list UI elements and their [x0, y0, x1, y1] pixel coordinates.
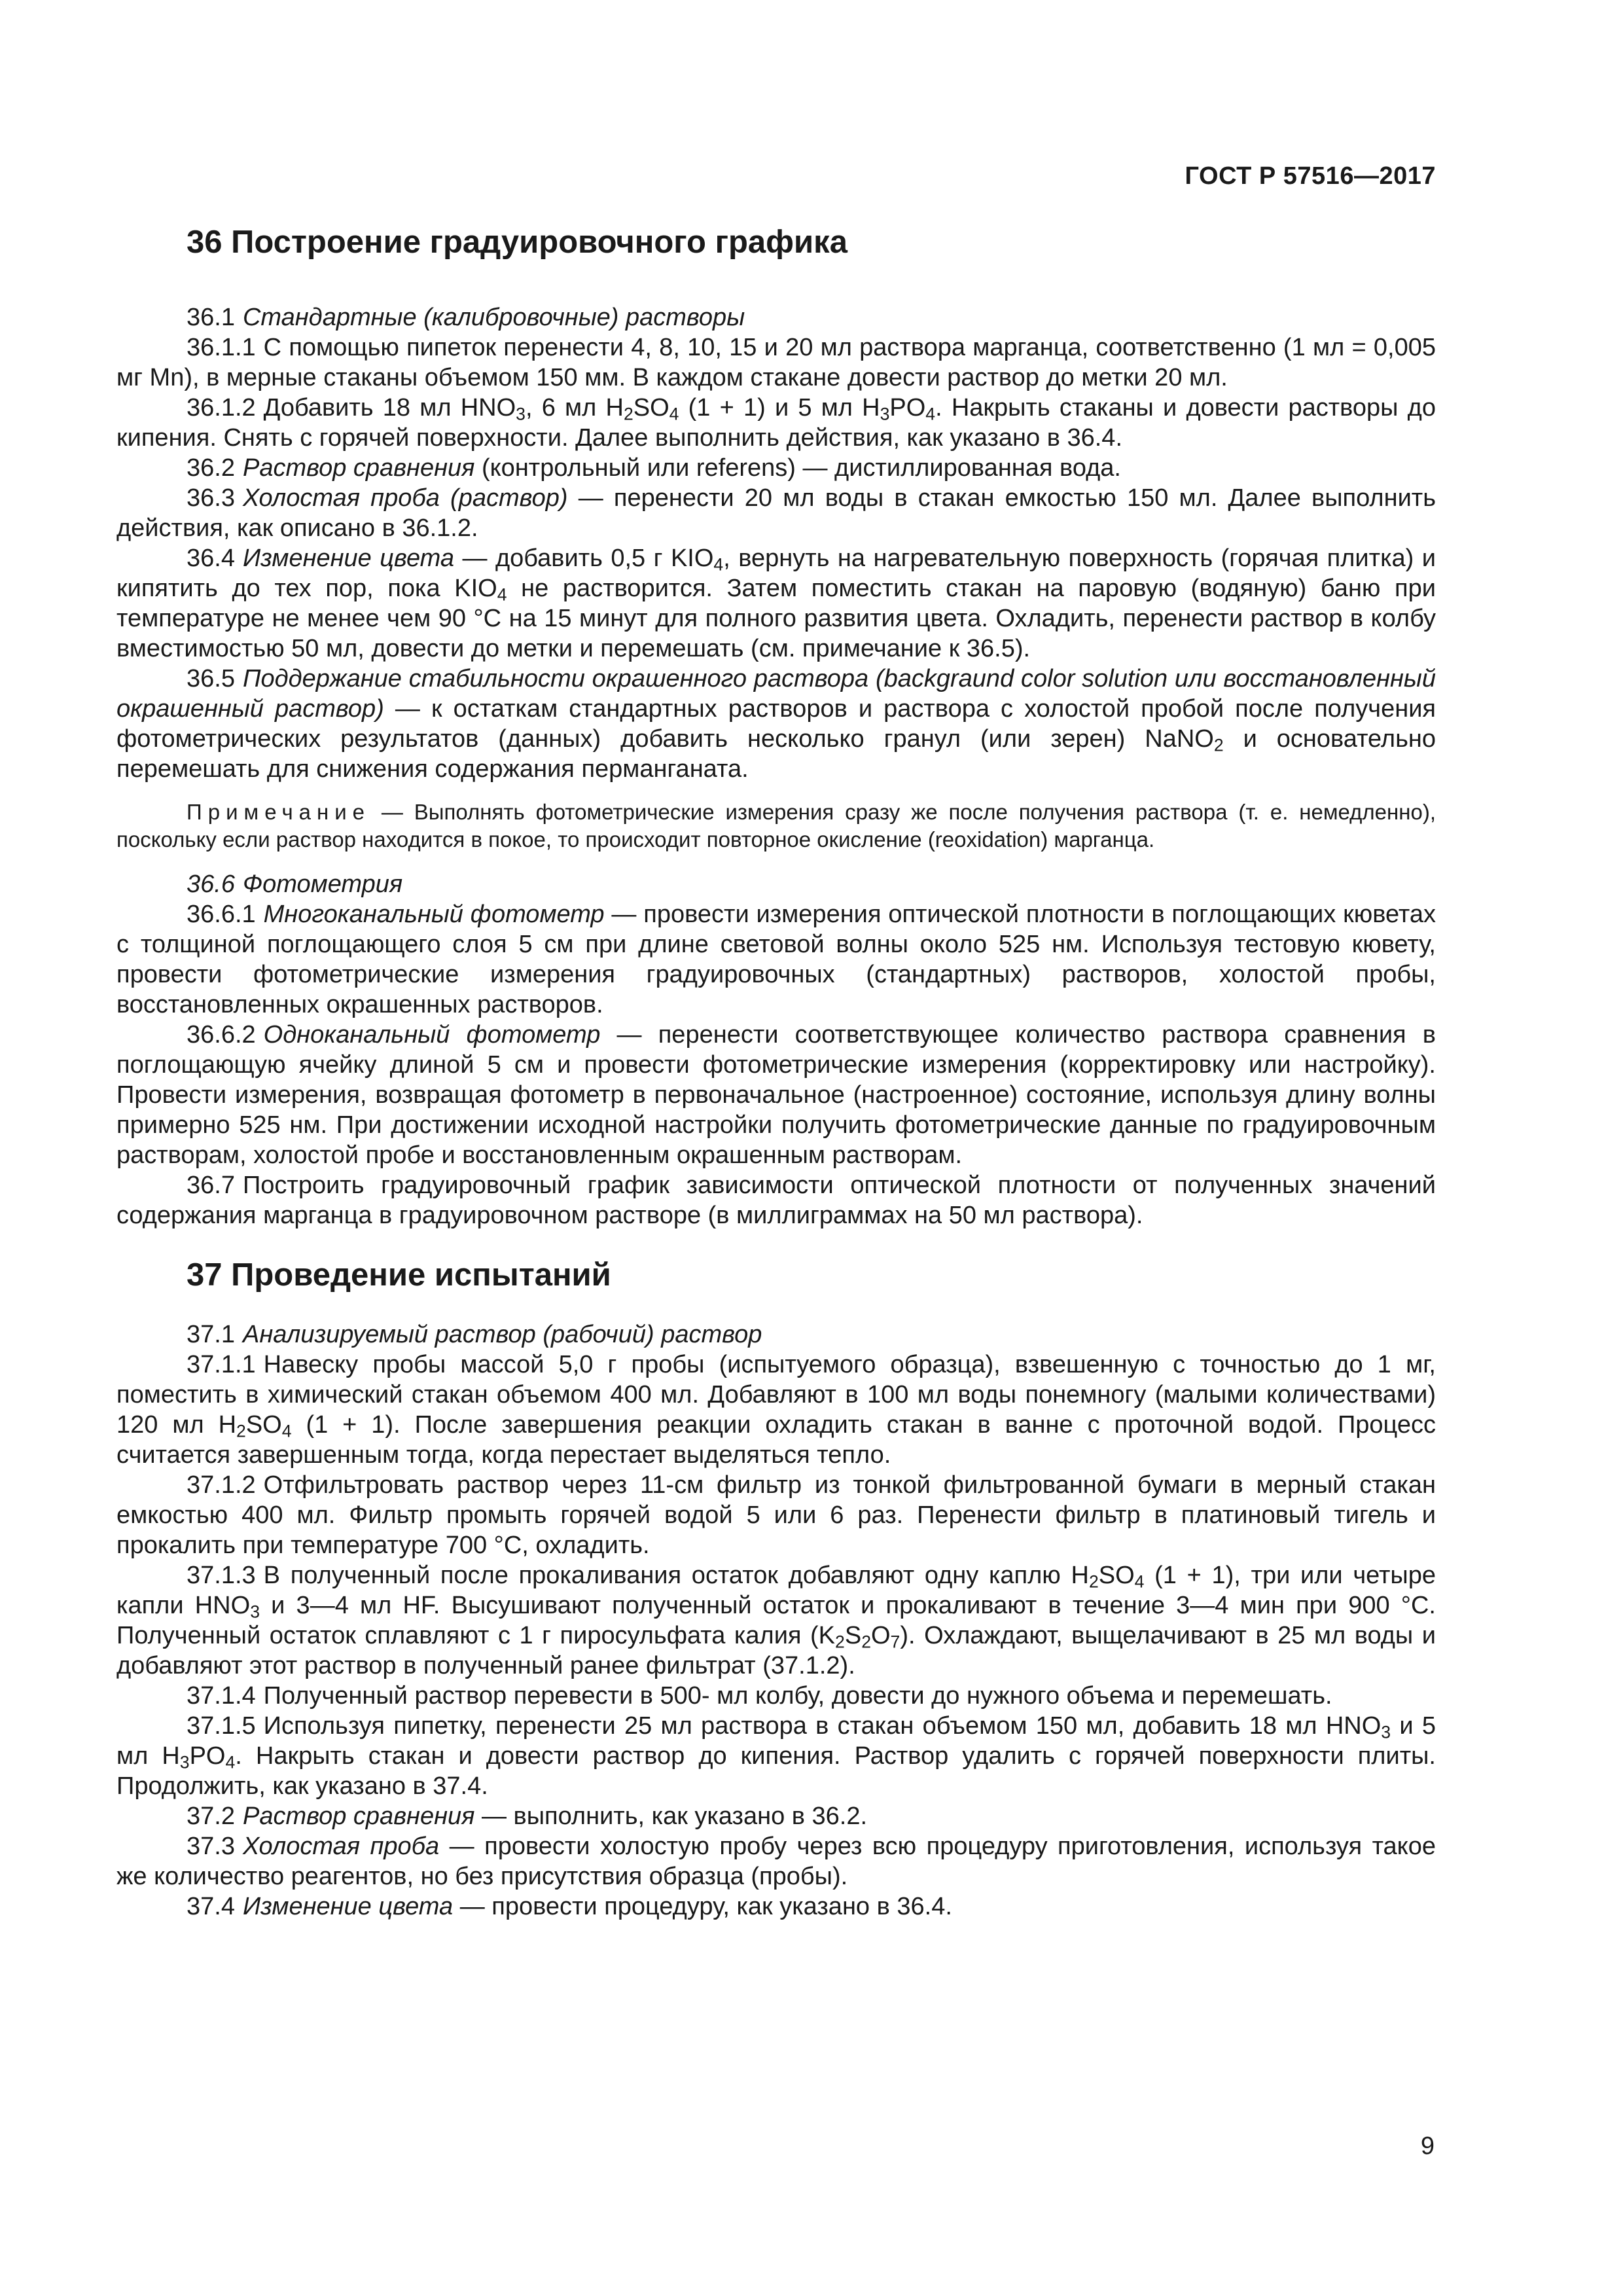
clause-number: 36.3: [187, 484, 235, 512]
clause-number: 37.2: [187, 1803, 235, 1830]
clause-number: 37.1.2: [187, 1471, 256, 1499]
subscript: 2: [1088, 1571, 1099, 1592]
page-content: [116, 223, 1436, 1922]
clause-text: (контрольный или referens) — дистиллированная вода.: [474, 454, 1121, 482]
subscript: 3: [880, 404, 890, 424]
clause-number: 37.1.3: [187, 1562, 256, 1589]
section-37-heading: [116, 1255, 1436, 1295]
clause-37-1-2: [116, 1470, 1436, 1560]
text-run: PO: [189, 1742, 226, 1770]
clause-text: — провести измерения оптической плотности в поглощающих кюветах с толщиной поглощающего слоя 5 см при длине световой волны около 525 нм. Используя тестовую кювету, провести фотометрические измерения градуировочных (стандартных) растворов, холостой пробы, восстановленных окрашенных растворов.: [116, 901, 1436, 1018]
subscript: 3: [516, 404, 526, 424]
clause-number: 36.6.2: [187, 1021, 256, 1049]
clause-number: 37.3: [187, 1833, 235, 1860]
clause-number: 37.1.5: [187, 1712, 256, 1740]
section-number: 36: [187, 224, 223, 260]
section-title: Проведение испытаний: [231, 1257, 611, 1293]
clause-number: 37.1.1: [187, 1351, 256, 1378]
text-run: и основательно перемешать для снижения содержания перманганата.: [116, 725, 1436, 783]
clause-36-3: [116, 483, 1436, 543]
clause-title: Изменение цвета: [242, 545, 455, 572]
clause-number: 36.4: [187, 545, 235, 572]
text-run: Добавить 18 мл HNO: [263, 394, 516, 422]
clause-title: Многоканальный фотометр: [263, 901, 605, 928]
clause-title: Поддержание стабильности окрашенного раствора (backgraund color solution или восстановленный окрашенный раствор): [116, 665, 1436, 723]
text-run: (1 + 1) и 5 мл H: [679, 394, 880, 422]
text-run: . Накрыть стаканы и довести растворы до кипения. Снять с горячей поверхности. Далее выполнить действия, как указано в 36.4.: [116, 394, 1436, 452]
clause-number: 36.7: [187, 1172, 235, 1199]
clause-title: Холостая проба (раствор): [242, 484, 568, 512]
clause-number: 37.1: [187, 1321, 235, 1348]
clause-title: Анализируемый раствор (рабочий) раствор: [242, 1321, 762, 1348]
clause-37-1-3: [116, 1560, 1436, 1681]
clause-36-1-2: [116, 393, 1436, 453]
clause-text: — перенести 20 мл воды в стакан емкостью 150 мл. Далее выполнить действия, как описано в 36.1.2.: [116, 484, 1436, 542]
clause-title: Изменение цвета: [242, 1893, 454, 1920]
clause-text: — выполнить, как указано в 36.2.: [474, 1803, 868, 1830]
text-run: O: [870, 1622, 891, 1649]
text-run: PO: [889, 394, 926, 422]
text-run: (1 + 1). После завершения реакции охладить стакан в ванне с проточной водой. Процесс считается завершенным тогда, когда перестает выделяться тепло.: [116, 1411, 1436, 1469]
clause-number: 36.6.1: [187, 901, 256, 928]
text-run: SO: [1098, 1562, 1135, 1589]
clause-number: 36.6: [187, 870, 235, 898]
clause-36-2: [116, 453, 1436, 483]
clause-36-1-1: [116, 332, 1436, 393]
clause-title: Раствор сравнения: [242, 1803, 475, 1830]
clause-title: Раствор сравнения: [242, 454, 475, 482]
clause-37-1-4: [116, 1681, 1436, 1711]
note-text: — Выполнять фотометрические измерения сразу же после получения раствора (т. е. немедленно), поскольку если раствор находится в покое, то происходит повторное окисление (reoxidation) марганца.: [116, 800, 1436, 852]
text-run: не растворится. Затем поместить стакан на паровую (водяную) баню при температуре не менее чем 90 °С на 15 минут для полного развития цвета. Охладить, перенести раствор в колбу вместимостью 50 мл, довести до метки и перемешать (см. примечание к 36.5).: [116, 575, 1436, 662]
text-run: — к остаткам стандартных растворов и раствора с холостой пробой после получения фотометрических результатов (данных) добавить несколько гранул (или зерен) NaNO: [116, 695, 1436, 753]
clause-number: 37.1.4: [187, 1682, 256, 1710]
text-run: , 6 мл H: [525, 394, 624, 422]
subscript: 2: [623, 404, 633, 424]
clause-36-6: [116, 869, 1436, 899]
clause-text: — провести холостую пробу через всю процедуру приготовления, используя такое же количество реагентов, но без присутствия образца (пробы).: [116, 1833, 1436, 1890]
clause-number: 36.1.2: [187, 394, 256, 422]
clause-37-4: [116, 1892, 1436, 1922]
text-run: Используя пипетку, перенести 25 мл раствора в стакан объемом 150 мл, добавить 18 мл HNO: [263, 1712, 1382, 1740]
subscript: 2: [1213, 735, 1224, 755]
text-run: Навеску пробы массой 5,0 г пробы (испытуемого образца), взвешенную с точностью до 1 мг, поместить в химический стакан объемом 400 мл. Добавляют в 100 мл воды понемногу (малыми количествами) 120 мл H: [116, 1351, 1436, 1439]
text-run: ). Охлаждают, выщелачивают в 25 мл воды и добавляют этот раствор в полученный ранее фильтрат (37.1.2).: [116, 1622, 1436, 1679]
text-run: S: [844, 1622, 862, 1649]
clause-number: 36.1.1: [187, 334, 256, 361]
text-run: и 5 мл H: [116, 1712, 1436, 1770]
text-run: — добавить 0,5 г KIO: [454, 545, 714, 572]
clause-text: Построить градуировочный график зависимости оптической плотности от полученных значений содержания марганца в градуировочном растворе (в миллиграммах на 50 мл раствора).: [116, 1172, 1436, 1229]
text-run: , вернуть на нагревательную поверхность (горячая плитка) и кипятить до тех пор, пока KIO: [116, 545, 1436, 602]
text-run: SO: [245, 1411, 282, 1439]
page-number: 9: [1420, 2132, 1435, 2160]
subscript: 3: [250, 1602, 260, 1622]
clause-37-1-5: [116, 1711, 1436, 1801]
clause-text: Отфильтровать раствор через 11-см фильтр из тонкой фильтрованной бумаги в мерный стакан емкостью 400 мл. Фильтр промыть горячей водой 5 или 6 раз. Перенести фильтр в платиновый тигель и прокалить при температуре 700 °С, охладить.: [116, 1471, 1436, 1559]
standard-designation: ГОСТ Р 57516—2017: [1185, 162, 1436, 190]
clause-36-4: [116, 543, 1436, 664]
subscript: 4: [713, 554, 724, 575]
subscript: 4: [669, 404, 679, 424]
clause-number: 36.2: [187, 454, 235, 482]
clause-number: 36.5: [187, 665, 235, 692]
clause-title: Стандартные (калибровочные) растворы: [242, 304, 745, 331]
clause-text: — перенести соответствующее количество раствора сравнения в поглощающую ячейку длиной 5 см и провести фотометрические измерения (корректировку или настройку). Провести измерения, возвращая фотометр в первоначальное (настроенное) состояние, используя длину волны примерно 525 нм. При достижении исходной настройки получить фотометрические данные по градуировочным растворам, холостой пробе и восстановленным окрашенным растворам.: [116, 1021, 1436, 1169]
note-label: Примечание: [187, 800, 371, 824]
text-run: SO: [633, 394, 669, 422]
subscript: 2: [236, 1421, 246, 1441]
subscript: 4: [1134, 1571, 1145, 1592]
text-run: . Накрыть стакан и довести раствор до кипения. Раствор удалить с горячей поверхности плиты. Продолжить, как указано в 37.4.: [116, 1742, 1436, 1800]
subscript: 3: [1381, 1722, 1391, 1742]
clause-37-1-1: [116, 1350, 1436, 1470]
clause-37-3: [116, 1831, 1436, 1892]
clause-37-1: [116, 1319, 1436, 1350]
clause-37-2: [116, 1801, 1436, 1831]
subscript: 4: [225, 1752, 236, 1772]
subscript: 7: [890, 1632, 901, 1652]
subscript: 4: [281, 1421, 292, 1441]
clause-36-7: [116, 1170, 1436, 1230]
subscript: 3: [179, 1752, 190, 1772]
clause-text: С помощью пипеток перенести 4, 8, 10, 15 и 20 мл раствора марганца, соответственно (1 мл = 0,005 мг Mn), в мерные стаканы объемом 150 мм. В каждом стакане довести раствор до метки 20 мл.: [116, 334, 1436, 391]
clause-number: 37.4: [187, 1893, 235, 1920]
text-run: и 3—4 мл HF. Высушивают полученный остаток и прокаливают в течение 3—4 мин при 900 °С. Полученный остаток сплавляют с 1 г пиросульфата калия (K: [116, 1592, 1436, 1649]
subscript: 2: [835, 1632, 845, 1652]
clause-number: 36.1: [187, 304, 235, 331]
clause-text: Полученный раствор перевести в 500- мл колбу, довести до нужного объема и перемешать.: [263, 1682, 1332, 1710]
text-run: (1 + 1), три или четыре капли HNO: [116, 1562, 1436, 1619]
clause-title: Холостая проба: [242, 1833, 440, 1860]
subscript: 2: [861, 1632, 871, 1652]
clause-36-1: [116, 302, 1436, 332]
clause-36-5: [116, 664, 1436, 784]
clause-36-6-1: [116, 899, 1436, 1020]
subscript: 4: [925, 404, 936, 424]
clause-title: Фотометрия: [242, 870, 403, 898]
clause-36-6-2: [116, 1020, 1436, 1170]
section-36-heading: [116, 223, 1436, 262]
text-run: В полученный после прокаливания остаток добавляют одну каплю H: [263, 1562, 1089, 1589]
section-title: Построение градуировочного графика: [231, 224, 847, 260]
clause-title: Одноканальный фотометр: [263, 1021, 601, 1049]
section-number: 37: [187, 1257, 223, 1293]
subscript: 4: [497, 584, 507, 605]
note-36-5: [116, 798, 1436, 853]
clause-text: — провести процедуру, как указано в 36.4.: [453, 1893, 952, 1920]
